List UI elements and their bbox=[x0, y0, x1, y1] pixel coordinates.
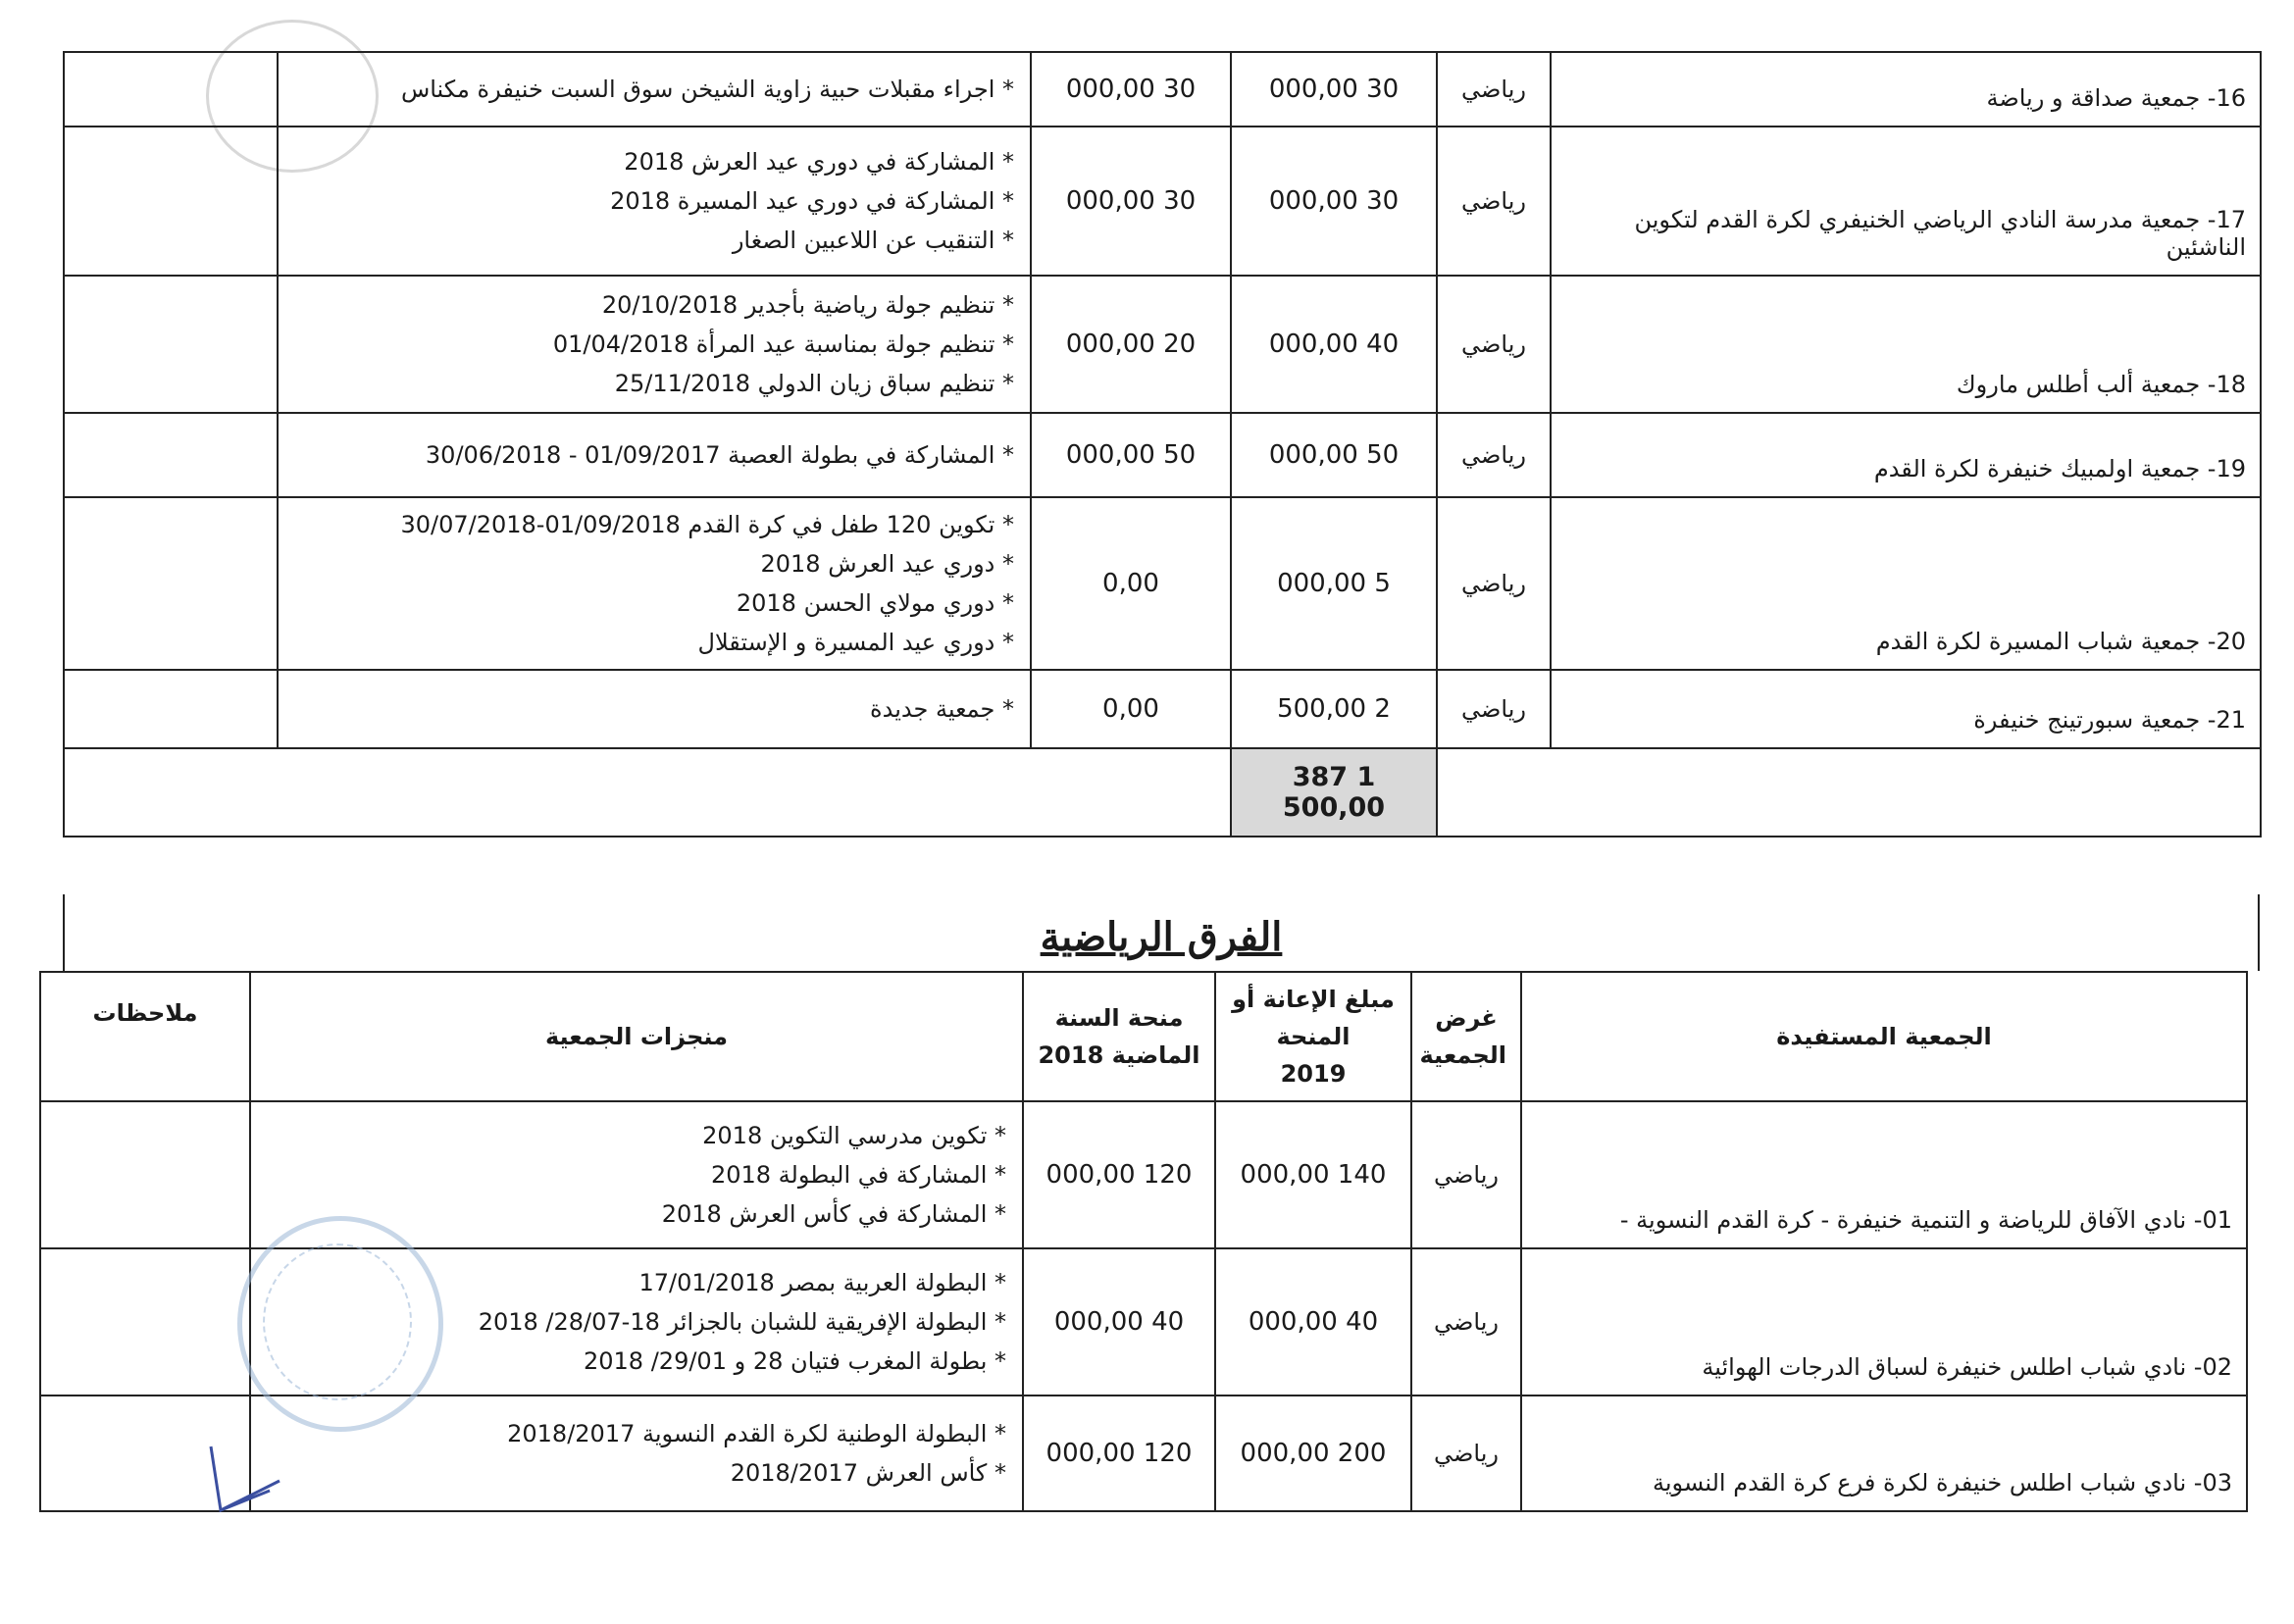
total-amount: 1 387 500,00 bbox=[1231, 748, 1437, 837]
achievement-item: * المشاركة في دوري عيد العرش 2018 bbox=[624, 148, 1014, 176]
grant-2019: 30 000,00 bbox=[1231, 52, 1437, 127]
achievements-cell bbox=[278, 52, 1031, 127]
achievement-item: * دوري عيد المسيرة و الإستقلال bbox=[697, 629, 1014, 656]
grant-2019: 30 000,00 bbox=[1231, 127, 1437, 276]
total-empty-right bbox=[64, 748, 1231, 837]
header-grant-2019 bbox=[1215, 972, 1411, 1101]
grant-2018: 30 000,00 bbox=[1031, 127, 1231, 276]
grant-2018: 20 000,00 bbox=[1031, 276, 1231, 413]
table-row bbox=[64, 413, 2261, 497]
header-grant-2018-label: منحة السنة bbox=[1054, 1004, 1184, 1032]
achievement-item: * جمعية جديدة bbox=[870, 695, 1014, 723]
associations-table-top bbox=[63, 51, 2262, 837]
header-grant-2018-year: الماضية 2018 bbox=[1038, 1041, 1200, 1069]
achievements-cell bbox=[278, 497, 1031, 670]
achievement-item: * التنقيب عن اللاعبين الصغار bbox=[732, 227, 1014, 254]
association-name: 16- جمعية صداقة و رياضة bbox=[1551, 52, 2261, 127]
achievement-item: * تنظيم سباق زيان الدولي 25/11/2018 bbox=[614, 370, 1014, 397]
section-title-text: الفرق الرياضية bbox=[1040, 914, 1283, 960]
total-empty-left bbox=[1437, 748, 2261, 837]
association-name: 21- جمعية سبورتينج خنيفرة bbox=[1551, 670, 2261, 748]
achievement-item: * تنظيم جولة بمناسبة عيد المرأة 01/04/2018 bbox=[552, 330, 1014, 358]
grant-2019: 5 000,00 bbox=[1231, 497, 1437, 670]
team-purpose: رياضي bbox=[1411, 1101, 1521, 1248]
header-row bbox=[40, 972, 2247, 1101]
notes-cell bbox=[64, 127, 278, 276]
team-name: 02- نادي شباب اطلس خنيفرة لسباق الدرجات الهوائية bbox=[1521, 1248, 2247, 1396]
association-purpose: رياضي bbox=[1437, 127, 1551, 276]
grant-2019: 2 500,00 bbox=[1231, 670, 1437, 748]
achievements-cell bbox=[278, 413, 1031, 497]
association-purpose: رياضي bbox=[1437, 52, 1551, 127]
grant-2018: 40 000,00 bbox=[1023, 1248, 1215, 1396]
header-purpose: غرض الجمعية bbox=[1411, 972, 1521, 1101]
achievement-item: * المشاركة في البطولة 2018 bbox=[710, 1161, 1006, 1189]
achievement-item: * بطولة المغرب فتيان 28 و 29/01/ 2018 bbox=[584, 1347, 1006, 1375]
achievements-cell bbox=[278, 670, 1031, 748]
achievement-item: * البطولة الإفريقية للشبان بالجزائر 18-28/07/ 2018 bbox=[478, 1308, 1006, 1336]
achievement-item: * دوري عيد العرش 2018 bbox=[760, 550, 1014, 578]
association-purpose: رياضي bbox=[1437, 413, 1551, 497]
achievement-item: * البطولة الوطنية لكرة القدم النسوية 2018/2017 bbox=[507, 1420, 1006, 1447]
grant-2019: 40 000,00 bbox=[1231, 276, 1437, 413]
achievement-item: * تكوين مدرسي التكوين 2018 bbox=[702, 1122, 1006, 1149]
team-name: 03- نادي شباب اطلس خنيفرة لكرة فرع كرة القدم النسوية bbox=[1521, 1396, 2247, 1511]
header-achievements: منجزات الجمعية bbox=[250, 972, 1023, 1101]
table-row bbox=[64, 670, 2261, 748]
grant-2018: 50 000,00 bbox=[1031, 413, 1231, 497]
header-grant-2019-label: مبلغ الإعانة أو المنحة bbox=[1232, 986, 1395, 1050]
notes-cell bbox=[64, 413, 278, 497]
header-grant-2018 bbox=[1023, 972, 1215, 1101]
achievement-item: * البطولة العربية بمصر 17/01/2018 bbox=[638, 1269, 1006, 1296]
table-row bbox=[64, 52, 2261, 127]
achievement-item: * المشاركة في دوري عيد المسيرة 2018 bbox=[610, 187, 1014, 215]
achievement-item: * المشاركة في كأس العرش 2018 bbox=[661, 1200, 1006, 1228]
total-row bbox=[64, 748, 2261, 837]
achievement-item: * اجراء مقبلات حبية زاوية الشيخن سوق السبت خنيفرة مكناس bbox=[400, 76, 1014, 103]
achievements-cell bbox=[278, 127, 1031, 276]
table-row bbox=[64, 127, 2261, 276]
notes-cell bbox=[64, 52, 278, 127]
notes-cell bbox=[40, 1248, 250, 1396]
association-purpose: رياضي bbox=[1437, 276, 1551, 413]
association-purpose: رياضي bbox=[1437, 670, 1551, 748]
official-seal-inner-ring bbox=[263, 1243, 412, 1400]
grant-2019: 140 000,00 bbox=[1215, 1101, 1411, 1248]
grant-2018: 120 000,00 bbox=[1023, 1101, 1215, 1248]
notes-cell bbox=[64, 276, 278, 413]
table-row bbox=[64, 276, 2261, 413]
header-grant-2019-year: 2019 bbox=[1280, 1060, 1347, 1088]
association-purpose: رياضي bbox=[1437, 497, 1551, 670]
achievement-item: * تكوين 120 طفل في كرة القدم 01/09/2018-30/07/2018 bbox=[400, 511, 1014, 538]
team-purpose: رياضي bbox=[1411, 1396, 1521, 1511]
grant-2019: 40 000,00 bbox=[1215, 1248, 1411, 1396]
association-name: 19- جمعية اولمبيك خنيفرة لكرة القدم bbox=[1551, 413, 2261, 497]
grant-2019: 200 000,00 bbox=[1215, 1396, 1411, 1511]
team-name: 01- نادي الآفاق للرياضة و التنمية خنيفرة - كرة القدم النسوية - bbox=[1521, 1101, 2247, 1248]
association-name: 18- جمعية ألب أطلس ماروك bbox=[1551, 276, 2261, 413]
header-notes: ملاحظات bbox=[40, 972, 250, 1101]
association-name: 17- جمعية مدرسة النادي الرياضي الخنيفري لكرة القدم لتكوين الناشئين bbox=[1551, 127, 2261, 276]
association-name: 20- جمعية شباب المسيرة لكرة القدم bbox=[1551, 497, 2261, 670]
achievement-item: * تنظيم جولة رياضية بأجدير 20/10/2018 bbox=[601, 291, 1014, 319]
achievements-cell bbox=[278, 276, 1031, 413]
team-purpose: رياضي bbox=[1411, 1248, 1521, 1396]
grant-2018: 0,00 bbox=[1031, 497, 1231, 670]
section-title bbox=[63, 894, 2260, 971]
grant-2018: 0,00 bbox=[1031, 670, 1231, 748]
table-row bbox=[64, 497, 2261, 670]
achievement-item: * كأس العرش 2018/2017 bbox=[730, 1459, 1006, 1487]
notes-cell bbox=[64, 497, 278, 670]
grant-2018: 30 000,00 bbox=[1031, 52, 1231, 127]
grant-2018: 120 000,00 bbox=[1023, 1396, 1215, 1511]
notes-cell bbox=[64, 670, 278, 748]
notes-cell bbox=[40, 1101, 250, 1248]
header-beneficiary: الجمعية المستفيدة bbox=[1521, 972, 2247, 1101]
achievement-item: * المشاركة في بطولة العصبة 01/09/2017 - 30/06/2018 bbox=[425, 441, 1014, 469]
signature-mark bbox=[201, 1442, 299, 1520]
achievement-item: * دوري مولاي الحسن 2018 bbox=[736, 589, 1014, 617]
grant-2019: 50 000,00 bbox=[1231, 413, 1437, 497]
